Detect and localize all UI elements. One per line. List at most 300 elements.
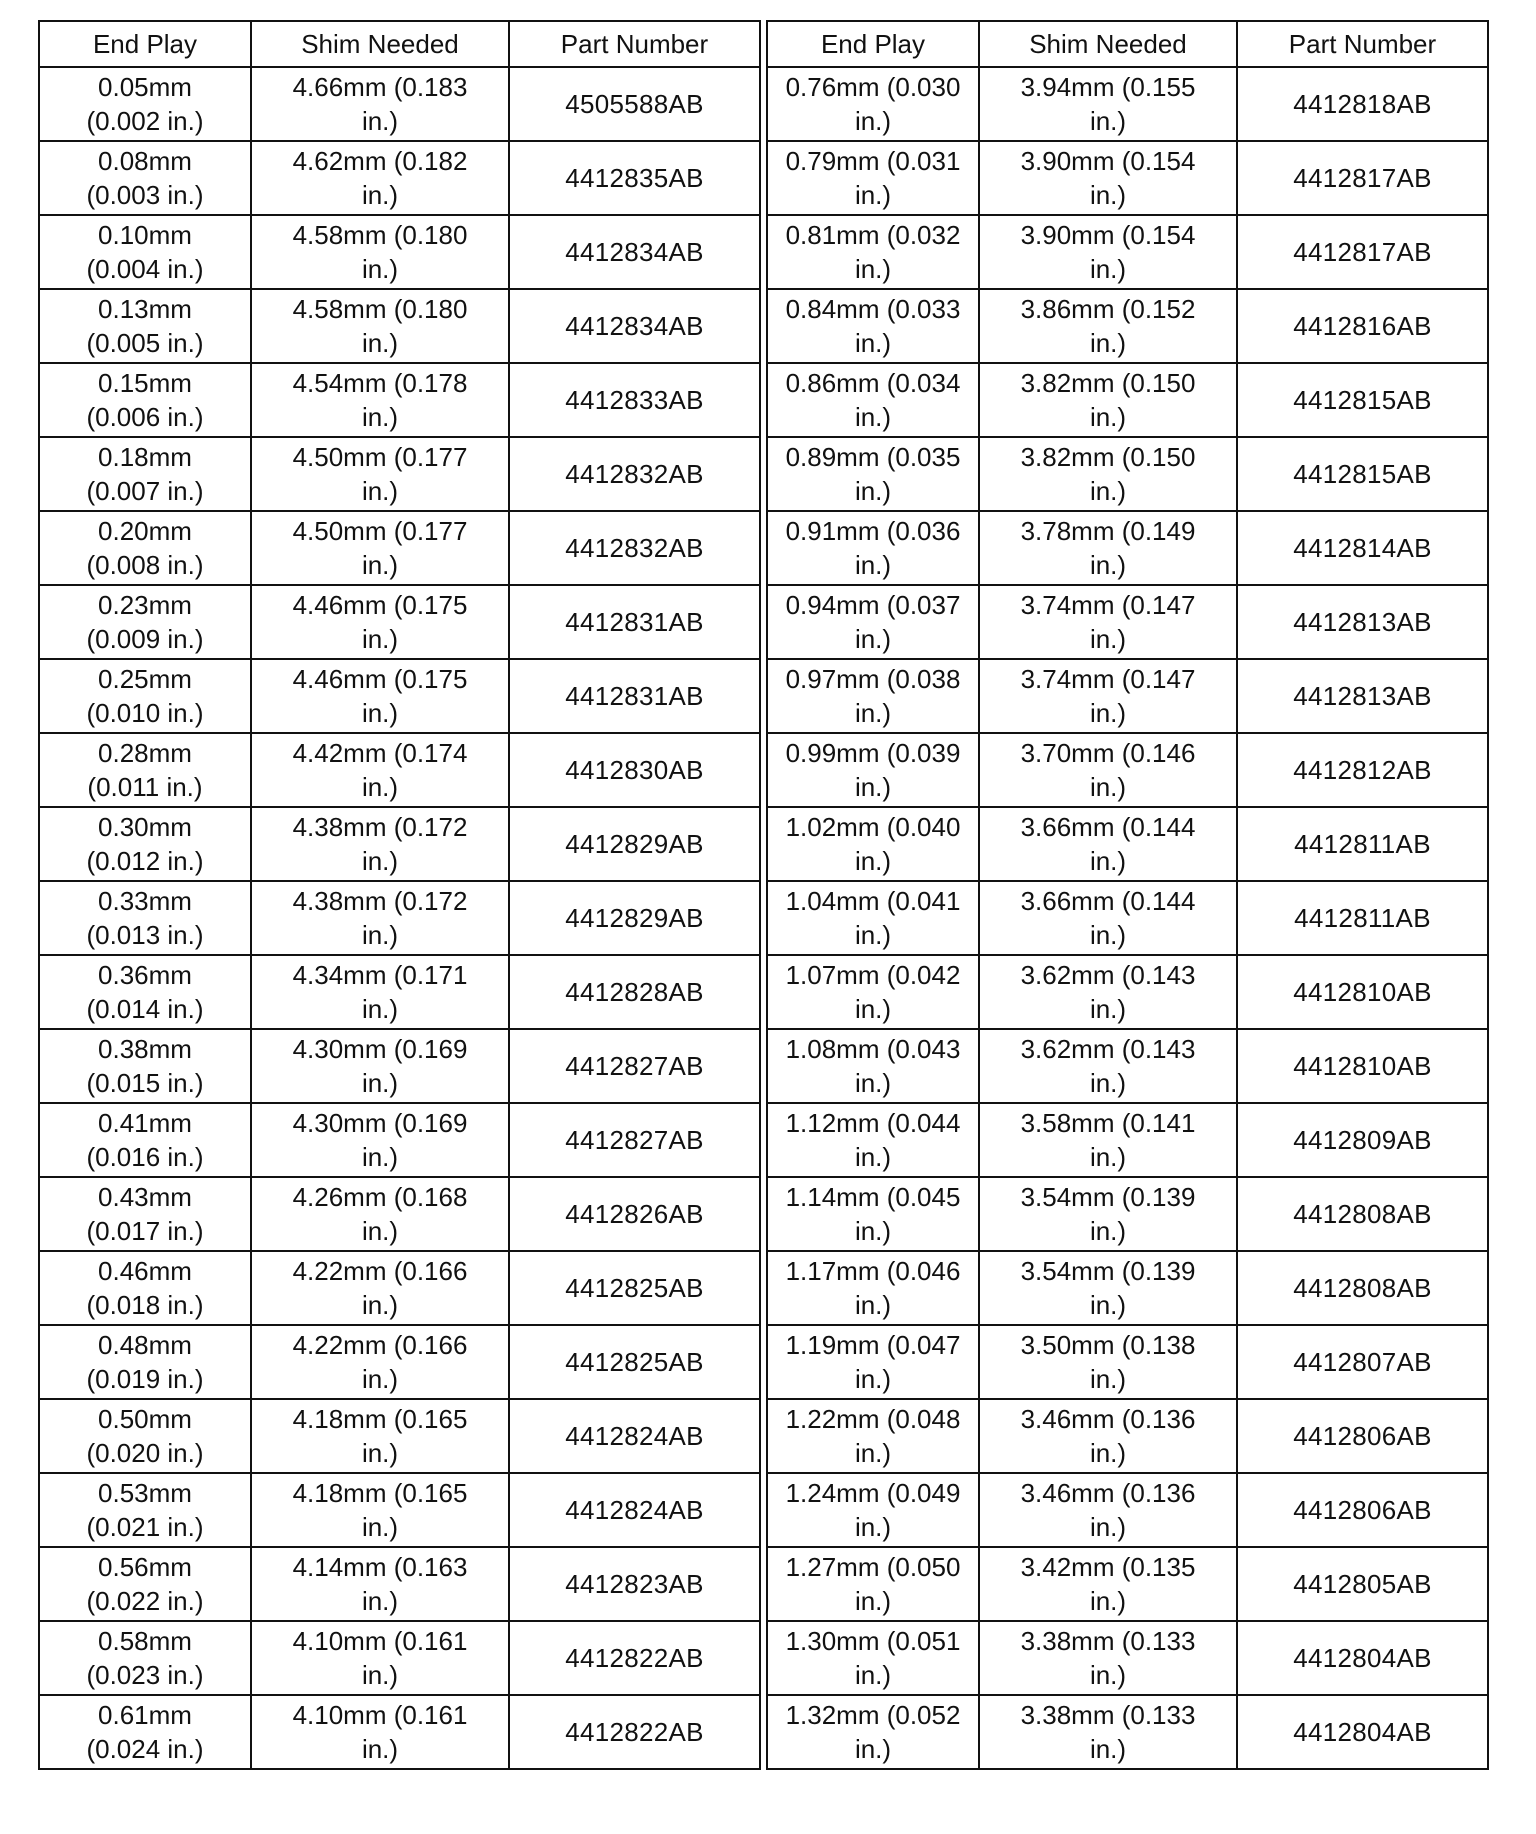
shim-needed-line-1: 3.46mm (0.136 [1020,1478,1196,1508]
end-play-cell [39,1251,251,1325]
end-play-line-1: 0.48mm [98,1330,192,1360]
table-row [39,1251,760,1325]
shim-needed-cell [251,1103,509,1177]
end-play-line-2: in.) [854,106,892,136]
end-play-cell [39,1177,251,1251]
end-play-line-1: 0.53mm [98,1478,192,1508]
end-play-line-2: in.) [854,328,892,358]
shim-needed-cell [251,511,509,585]
end-play-line-2: (0.010 in.) [86,698,204,728]
end-play-line-2: (0.020 in.) [86,1438,204,1468]
table-row [767,585,1488,659]
shim-needed-line-2: in.) [1089,846,1127,876]
end-play-line-2: (0.011 in.) [87,772,203,802]
end-play-cell [767,881,979,955]
end-play-line-2: in.) [854,180,892,210]
part-number-cell: 4412808AB [1237,1177,1488,1251]
end-play-line-1: 0.13mm [98,294,192,324]
table-row [39,807,760,881]
shim-needed-line-2: in.) [361,1142,399,1172]
part-number-cell: 4412817AB [1237,215,1488,289]
part-number-cell: 4412832AB [509,437,760,511]
end-play-cell [767,1103,979,1177]
shim-needed-line-1: 4.34mm (0.171 [292,960,468,990]
table-row [39,67,760,141]
shim-needed-cell [979,659,1237,733]
end-play-cell [39,1103,251,1177]
shim-needed-line-2: in.) [361,180,399,210]
column-header-end-play: End Play [39,21,251,67]
end-play-line-1: 0.08mm [98,146,192,176]
column-header-part-number: Part Number [1237,21,1488,67]
shim-needed-line-2: in.) [361,1364,399,1394]
shim-needed-line-1: 3.38mm (0.133 [1020,1700,1196,1730]
end-play-line-1: 0.46mm [98,1256,192,1286]
part-number-cell: 4412823AB [509,1547,760,1621]
shim-needed-cell [979,1399,1237,1473]
table-header-row [39,21,760,67]
end-play-line-1: 1.24mm (0.049 [785,1478,961,1508]
end-play-line-2: (0.009 in.) [86,624,204,654]
shim-needed-line-1: 4.46mm (0.175 [292,590,468,620]
shim-needed-line-1: 4.30mm (0.169 [292,1108,468,1138]
shim-needed-line-2: in.) [361,1660,399,1690]
end-play-cell [767,807,979,881]
end-play-line-1: 0.25mm [98,664,192,694]
end-play-line-2: (0.021 in.) [86,1512,204,1542]
shim-needed-line-1: 3.62mm (0.143 [1020,1034,1196,1064]
shim-needed-line-2: in.) [361,1512,399,1542]
end-play-line-2: (0.014 in.) [86,994,204,1024]
end-play-line-2: in.) [854,1438,892,1468]
table-row [39,1621,760,1695]
shim-needed-line-1: 4.10mm (0.161 [292,1700,468,1730]
shim-needed-line-2: in.) [1089,328,1127,358]
part-number-cell: 4412806AB [1237,1473,1488,1547]
table-row [39,1695,760,1769]
shim-needed-cell [979,215,1237,289]
end-play-cell [767,511,979,585]
end-play-line-1: 0.56mm [98,1552,192,1582]
shim-table-left [38,20,761,1770]
end-play-line-1: 0.61mm [98,1700,192,1730]
table-row [39,659,760,733]
shim-needed-cell [251,1695,509,1769]
shim-needed-cell [251,585,509,659]
shim-needed-line-1: 4.26mm (0.168 [292,1182,468,1212]
end-play-line-2: in.) [854,1068,892,1098]
shim-needed-line-2: in.) [1089,920,1127,950]
table-row [39,141,760,215]
part-number-cell: 4412829AB [509,881,760,955]
end-play-line-2: (0.016 in.) [86,1142,204,1172]
shim-table-right [766,20,1489,1770]
shim-needed-cell [979,1251,1237,1325]
shim-needed-line-1: 4.66mm (0.183 [292,72,468,102]
shim-needed-line-2: in.) [361,550,399,580]
shim-needed-line-1: 3.38mm (0.133 [1020,1626,1196,1656]
part-number-cell: 4412814AB [1237,511,1488,585]
end-play-line-1: 1.12mm (0.044 [785,1108,961,1138]
shim-needed-cell [979,1473,1237,1547]
shim-needed-line-1: 3.50mm (0.138 [1020,1330,1196,1360]
shim-needed-line-1: 4.46mm (0.175 [292,664,468,694]
table-row [39,1473,760,1547]
shim-needed-line-1: 3.42mm (0.135 [1020,1552,1196,1582]
end-play-cell [39,1029,251,1103]
end-play-line-2: in.) [854,698,892,728]
shim-needed-line-1: 3.90mm (0.154 [1020,220,1196,250]
end-play-line-1: 1.17mm (0.046 [785,1256,961,1286]
part-number-cell: 4412815AB [1237,437,1488,511]
end-play-line-2: in.) [854,254,892,284]
shim-needed-line-2: in.) [1089,1290,1127,1320]
shim-needed-line-1: 3.46mm (0.136 [1020,1404,1196,1434]
shim-needed-line-1: 4.58mm (0.180 [292,294,468,324]
shim-needed-cell [979,67,1237,141]
table-row [39,1177,760,1251]
shim-needed-cell [979,1695,1237,1769]
end-play-line-1: 1.22mm (0.048 [785,1404,961,1434]
end-play-line-2: (0.013 in.) [86,920,204,950]
table-row [39,437,760,511]
table-row [39,1547,760,1621]
shim-needed-line-1: 3.74mm (0.147 [1020,590,1196,620]
shim-needed-cell [979,1103,1237,1177]
end-play-line-2: (0.008 in.) [86,550,204,580]
end-play-cell [39,1399,251,1473]
shim-needed-line-1: 4.42mm (0.174 [292,738,468,768]
shim-needed-cell [979,1177,1237,1251]
shim-needed-cell [251,807,509,881]
shim-needed-line-1: 4.58mm (0.180 [292,220,468,250]
shim-needed-line-1: 3.54mm (0.139 [1020,1256,1196,1286]
end-play-cell [39,733,251,807]
shim-needed-line-1: 3.82mm (0.150 [1020,442,1196,472]
end-play-cell [767,1251,979,1325]
end-play-cell [39,1325,251,1399]
part-number-cell: 4412809AB [1237,1103,1488,1177]
shim-needed-line-2: in.) [361,1438,399,1468]
shim-needed-line-2: in.) [361,476,399,506]
end-play-line-2: in.) [854,920,892,950]
shim-needed-line-2: in.) [361,106,399,136]
end-play-line-1: 0.10mm [98,220,192,250]
part-number-cell: 4412817AB [1237,141,1488,215]
end-play-cell [767,215,979,289]
end-play-line-2: (0.024 in.) [86,1734,204,1764]
shim-needed-line-1: 3.78mm (0.149 [1020,516,1196,546]
end-play-cell [767,67,979,141]
shim-needed-cell [979,1621,1237,1695]
end-play-line-2: in.) [854,550,892,580]
shim-needed-cell [251,955,509,1029]
shim-needed-cell [979,289,1237,363]
shim-needed-line-1: 3.66mm (0.144 [1020,812,1196,842]
shim-needed-cell [251,1177,509,1251]
end-play-cell [767,1325,979,1399]
end-play-line-2: (0.005 in.) [86,328,204,358]
end-play-line-1: 0.81mm (0.032 [785,220,961,250]
part-number-cell: 4412833AB [509,363,760,437]
end-play-cell [767,1547,979,1621]
shim-needed-cell [251,1399,509,1473]
shim-needed-line-1: 4.38mm (0.172 [292,886,468,916]
table-row [39,955,760,1029]
end-play-line-2: in.) [854,402,892,432]
end-play-line-1: 0.18mm [98,442,192,472]
end-play-line-2: in.) [854,1142,892,1172]
part-number-cell: 4412835AB [509,141,760,215]
shim-needed-cell [251,1251,509,1325]
end-play-line-2: (0.018 in.) [86,1290,204,1320]
part-number-cell: 4412812AB [1237,733,1488,807]
table-row [767,1695,1488,1769]
end-play-cell [767,1473,979,1547]
shim-needed-line-1: 3.62mm (0.143 [1020,960,1196,990]
end-play-line-2: (0.012 in.) [86,846,204,876]
end-play-line-1: 0.50mm [98,1404,192,1434]
part-number-cell: 4412829AB [509,807,760,881]
part-number-cell: 4412834AB [509,215,760,289]
end-play-line-1: 0.41mm [98,1108,192,1138]
end-play-line-1: 0.33mm [98,886,192,916]
shim-needed-cell [979,733,1237,807]
part-number-cell: 4412804AB [1237,1621,1488,1695]
table-row [767,67,1488,141]
part-number-cell: 4412830AB [509,733,760,807]
shim-needed-line-2: in.) [1089,1216,1127,1246]
part-number-cell: 4412831AB [509,659,760,733]
shim-needed-line-2: in.) [1089,180,1127,210]
end-play-line-1: 0.36mm [98,960,192,990]
shim-needed-cell [979,1325,1237,1399]
shim-needed-cell [251,289,509,363]
shim-needed-line-2: in.) [361,994,399,1024]
part-number-cell: 4412826AB [509,1177,760,1251]
end-play-line-1: 0.99mm (0.039 [785,738,961,768]
shim-needed-line-1: 4.50mm (0.177 [292,442,468,472]
table-row [767,733,1488,807]
end-play-line-1: 0.30mm [98,812,192,842]
end-play-cell [39,215,251,289]
end-play-cell [767,585,979,659]
shim-needed-line-1: 4.22mm (0.166 [292,1256,468,1286]
shim-needed-line-1: 3.90mm (0.154 [1020,146,1196,176]
shim-needed-line-2: in.) [1089,1512,1127,1542]
end-play-line-1: 0.05mm [98,72,192,102]
shim-needed-cell [251,141,509,215]
part-number-cell: 4412805AB [1237,1547,1488,1621]
shim-needed-cell [251,67,509,141]
end-play-cell [39,955,251,1029]
table-row [767,1029,1488,1103]
table-body-right [767,67,1488,1769]
shim-needed-line-1: 3.66mm (0.144 [1020,886,1196,916]
shim-needed-line-1: 4.50mm (0.177 [292,516,468,546]
part-number-cell: 4412825AB [509,1251,760,1325]
end-play-cell [767,363,979,437]
table-row [767,955,1488,1029]
shim-needed-cell [251,733,509,807]
shim-needed-line-2: in.) [1089,106,1127,136]
part-number-cell: 4412822AB [509,1621,760,1695]
shim-needed-cell [251,1547,509,1621]
part-number-cell: 4412822AB [509,1695,760,1769]
shim-needed-line-1: 3.82mm (0.150 [1020,368,1196,398]
end-play-line-1: 1.14mm (0.045 [785,1182,961,1212]
end-play-cell [39,1473,251,1547]
end-play-cell [39,1695,251,1769]
end-play-line-1: 1.04mm (0.041 [785,886,961,916]
end-play-cell [39,1621,251,1695]
end-play-cell [767,289,979,363]
shim-needed-line-2: in.) [1089,1660,1127,1690]
shim-needed-cell [979,1547,1237,1621]
shim-needed-line-2: in.) [1089,550,1127,580]
part-number-cell: 4412811AB [1237,807,1488,881]
table-body-left [39,67,760,1769]
end-play-line-2: in.) [854,1512,892,1542]
part-number-cell: 4412818AB [1237,67,1488,141]
shim-needed-line-1: 3.94mm (0.155 [1020,72,1196,102]
shim-needed-cell [979,141,1237,215]
shim-needed-line-2: in.) [361,846,399,876]
column-header-shim-needed: Shim Needed [251,21,509,67]
shim-needed-line-1: 3.70mm (0.146 [1020,738,1196,768]
shim-needed-cell [979,955,1237,1029]
end-play-line-2: (0.017 in.) [86,1216,204,1246]
end-play-line-2: in.) [854,846,892,876]
end-play-line-2: in.) [854,1290,892,1320]
shim-needed-line-2: in.) [1089,254,1127,284]
end-play-line-2: in.) [854,1364,892,1394]
end-play-line-2: in.) [854,476,892,506]
table-row [39,289,760,363]
end-play-line-1: 0.97mm (0.038 [785,664,961,694]
end-play-line-2: (0.023 in.) [86,1660,204,1690]
table-row [39,1103,760,1177]
shim-needed-cell [979,511,1237,585]
table-header-row [767,21,1488,67]
table-row [39,1029,760,1103]
table-row [39,585,760,659]
end-play-cell [39,881,251,955]
end-play-cell [39,511,251,585]
end-play-line-1: 0.84mm (0.033 [785,294,961,324]
end-play-line-1: 0.20mm [98,516,192,546]
end-play-cell [39,363,251,437]
table-row [767,215,1488,289]
end-play-line-2: in.) [854,624,892,654]
table-row [39,363,760,437]
table-row [767,1103,1488,1177]
shim-needed-line-2: in.) [361,402,399,432]
table-row [767,881,1488,955]
end-play-line-1: 0.15mm [98,368,192,398]
end-play-cell [767,659,979,733]
end-play-line-2: (0.019 in.) [86,1364,204,1394]
table-row [767,289,1488,363]
shim-needed-cell [251,659,509,733]
end-play-line-2: in.) [854,1660,892,1690]
end-play-line-1: 0.89mm (0.035 [785,442,961,472]
table-row [767,1621,1488,1695]
end-play-line-1: 1.32mm (0.052 [785,1700,961,1730]
table-row [767,659,1488,733]
table-row [767,1177,1488,1251]
end-play-line-1: 0.91mm (0.036 [785,516,961,546]
end-play-cell [767,437,979,511]
end-play-cell [767,1695,979,1769]
end-play-line-1: 0.43mm [98,1182,192,1212]
shim-needed-line-2: in.) [1089,772,1127,802]
end-play-line-2: (0.003 in.) [86,180,204,210]
part-number-cell: 4412808AB [1237,1251,1488,1325]
shim-needed-line-2: in.) [1089,1142,1127,1172]
part-number-cell: 4412804AB [1237,1695,1488,1769]
shim-needed-line-1: 4.14mm (0.163 [292,1552,468,1582]
table-row [767,1399,1488,1473]
end-play-cell [39,659,251,733]
shim-needed-line-2: in.) [1089,698,1127,728]
part-number-cell: 4412806AB [1237,1399,1488,1473]
shim-needed-cell [979,437,1237,511]
shim-needed-line-2: in.) [361,1216,399,1246]
end-play-line-2: (0.022 in.) [86,1586,204,1616]
end-play-cell [39,141,251,215]
end-play-line-2: in.) [854,994,892,1024]
table-row [767,511,1488,585]
shim-needed-cell [251,437,509,511]
table-row [767,1547,1488,1621]
end-play-line-1: 1.27mm (0.050 [785,1552,961,1582]
end-play-line-2: (0.015 in.) [86,1068,204,1098]
shim-needed-line-1: 4.18mm (0.165 [292,1478,468,1508]
end-play-line-2: in.) [854,772,892,802]
shim-chart-page [38,20,1501,1814]
end-play-cell [767,733,979,807]
table-row [39,733,760,807]
table-row [39,1325,760,1399]
part-number-cell: 4412824AB [509,1473,760,1547]
shim-needed-cell [251,1029,509,1103]
shim-needed-line-1: 4.22mm (0.166 [292,1330,468,1360]
end-play-cell [767,1177,979,1251]
table-row [39,1399,760,1473]
table-row [767,141,1488,215]
part-number-cell: 4412813AB [1237,659,1488,733]
shim-needed-line-2: in.) [361,920,399,950]
table-row [39,215,760,289]
shim-needed-line-2: in.) [361,1586,399,1616]
part-number-cell: 4412816AB [1237,289,1488,363]
end-play-line-1: 0.86mm (0.034 [785,368,961,398]
end-play-line-1: 1.02mm (0.040 [785,812,961,842]
part-number-cell: 4412831AB [509,585,760,659]
end-play-cell [39,585,251,659]
end-play-cell [767,1029,979,1103]
shim-needed-line-2: in.) [1089,1068,1127,1098]
shim-needed-line-2: in.) [361,1290,399,1320]
end-play-cell [767,1621,979,1695]
shim-needed-line-2: in.) [361,1734,399,1764]
table-row [767,363,1488,437]
part-number-cell: 4412834AB [509,289,760,363]
shim-needed-line-2: in.) [361,328,399,358]
table-row [767,437,1488,511]
shim-needed-line-1: 3.74mm (0.147 [1020,664,1196,694]
